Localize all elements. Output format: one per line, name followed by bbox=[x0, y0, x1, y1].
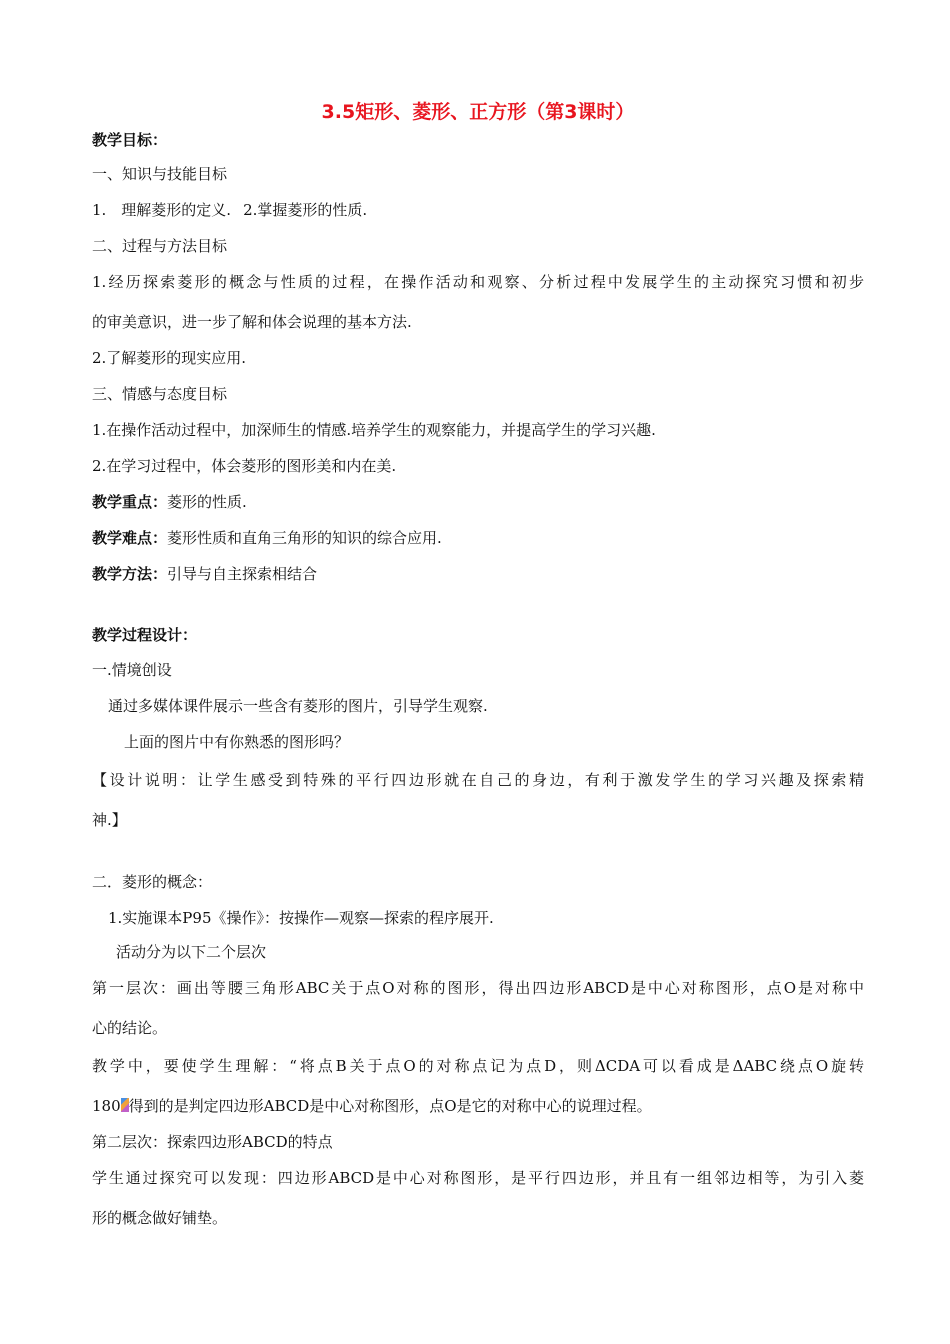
goal1-heading: 一、知识与技能目标 bbox=[92, 165, 228, 183]
section1-p2: 上面的图片中有你熟悉的图形吗？ bbox=[124, 733, 350, 751]
difficulty bbox=[92, 528, 442, 548]
teach-line1: 教学中，要使学生理解：“将点B关于点O的对称点记为点D，则ΔCDA可以看成是ΔABC绕点O旋转 bbox=[92, 1057, 864, 1075]
difficulty-text: 菱形性质和直角三角形的知识的综合应用. bbox=[167, 529, 442, 547]
level1-line2: 心的结论。 bbox=[92, 1019, 168, 1037]
goal2-item1-line2: 的审美意识，进一步了解和体会说理的基本方法. bbox=[92, 313, 412, 331]
section1-note-line1: 【设计说明：让学生感受到特殊的平行四边形就在自己的身边，有利于激发学生的学习兴趣及探索精 bbox=[92, 771, 864, 789]
level2: 第二层次：探索四边形ABCD的特点 bbox=[92, 1133, 333, 1151]
section2-heading: 二．菱形的概念： bbox=[92, 873, 213, 891]
goal3-heading: 三、情感与态度目标 bbox=[92, 385, 228, 403]
goal2-item1-line1: 1.经历探索菱形的概念与性质的过程，在操作活动和观察、分析过程中发展学生的主动探究习惯和初步 bbox=[92, 273, 864, 291]
difficulty-label: 教学难点： bbox=[92, 529, 168, 547]
section1-heading: 一.情境创设 bbox=[92, 661, 172, 679]
document-page bbox=[92, 0, 864, 1344]
section2-p2: 活动分为以下二个层次 bbox=[116, 943, 267, 961]
key-point-text: 菱形的性质. bbox=[167, 493, 247, 511]
goal2-heading: 二、过程与方法目标 bbox=[92, 237, 228, 255]
process-heading: 教学过程设计： bbox=[92, 626, 198, 644]
method bbox=[92, 564, 317, 584]
goal1-item1: 1. 理解菱形的定义. bbox=[92, 201, 232, 219]
teach-line2 bbox=[92, 1096, 652, 1116]
section2-p1: 1.实施课本P95《操作》：按操作—观察—探索的程序展开. bbox=[108, 909, 494, 927]
section1-p1: 通过多媒体课件展示一些含有菱形的图片，引导学生观察. bbox=[108, 697, 488, 715]
teach-line2-degree: 180 bbox=[92, 1097, 121, 1115]
degree-symbol-icon bbox=[121, 1098, 129, 1112]
level1-line1: 第一层次：画出等腰三角形ABC关于点O对称的图形，得出四边形ABCD是中心对称图形，点O是对称中 bbox=[92, 979, 864, 997]
page-title: 3.5矩形、菱形、正方形（第3课时） bbox=[321, 101, 635, 123]
discover-line2: 形的概念做好铺垫。 bbox=[92, 1209, 228, 1227]
discover-line1: 学生通过探究可以发现：四边形ABCD是中心对称图形，是平行四边形，并且有一组邻边相等，为引入菱 bbox=[92, 1169, 864, 1187]
goal1-item2: 2.掌握菱形的性质. bbox=[243, 201, 368, 219]
key-point bbox=[92, 492, 247, 512]
key-point-label: 教学重点： bbox=[92, 493, 168, 511]
teach-line2-text: 得到的是判定四边形ABCD是中心对称图形，点O是它的对称中心的说理过程。 bbox=[128, 1097, 652, 1115]
section1-note-line2: 神.】 bbox=[92, 811, 127, 829]
method-text: 引导与自主探索相结合 bbox=[167, 565, 318, 583]
goal1-items bbox=[92, 200, 367, 220]
goal3-item1: 1.在操作活动过程中，加深师生的情感.培养学生的观察能力，并提高学生的学习兴趣. bbox=[92, 421, 656, 439]
goals-heading: 教学目标： bbox=[92, 131, 168, 149]
goal2-item2: 2.了解菱形的现实应用. bbox=[92, 349, 247, 367]
method-label: 教学方法： bbox=[92, 565, 168, 583]
goal3-item2: 2.在学习过程中，体会菱形的图形美和内在美. bbox=[92, 457, 397, 475]
